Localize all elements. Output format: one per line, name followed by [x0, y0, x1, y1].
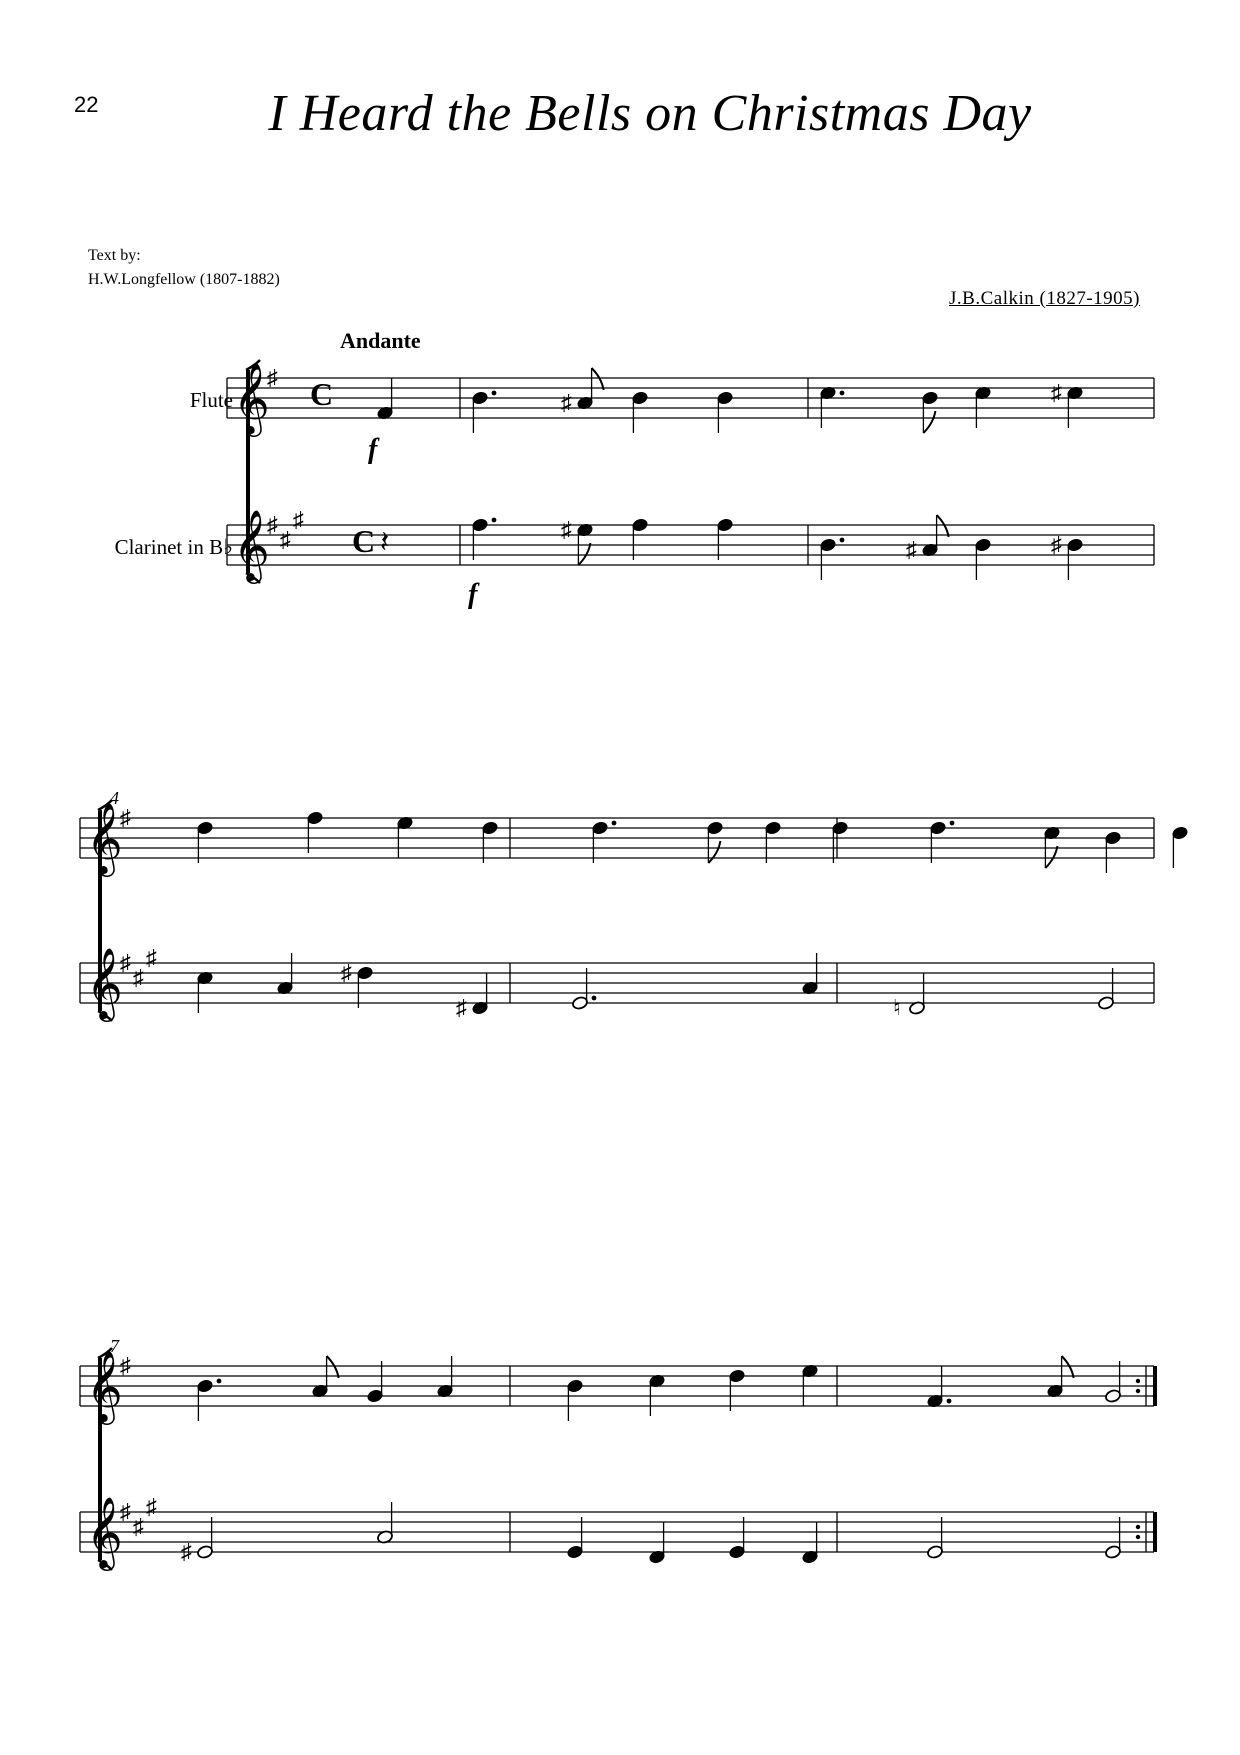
staff-clarinet	[80, 945, 1154, 1022]
augmentation-dot	[612, 821, 617, 826]
augmentation-dot	[592, 996, 597, 1001]
treble-clef-icon: 𝄞	[86, 950, 123, 1018]
treble-clef-icon: 𝄞	[86, 1353, 123, 1421]
eighth-flag	[592, 368, 604, 390]
key-sharp-icon: ♯	[133, 1514, 144, 1539]
eighth-flag	[937, 515, 949, 537]
system-3	[80, 1336, 1155, 1570]
sharp-accidental-icon: ♯	[1051, 380, 1062, 405]
repeat-dot	[1136, 1535, 1140, 1539]
sharp-accidental-icon: ♯	[561, 517, 572, 542]
tempo-marking: Andante	[340, 328, 421, 353]
key-sharp-icon: ♯	[280, 527, 291, 552]
repeat-dot	[1136, 1379, 1140, 1383]
dynamic-forte-clarinet: f	[468, 579, 478, 610]
sharp-accidental-icon: ♯	[181, 1539, 192, 1564]
sharp-accidental-icon: ♯	[456, 995, 467, 1020]
key-sharp-icon: ♯	[133, 965, 144, 990]
augmentation-dot	[950, 821, 955, 826]
staff-clarinet	[227, 507, 1154, 584]
sharp-accidental-icon: ♯	[906, 537, 917, 562]
eighth-flag	[1062, 1356, 1074, 1378]
augmentation-dot	[840, 391, 845, 396]
augmentation-dot	[947, 1399, 952, 1404]
augmentation-dot	[492, 518, 497, 523]
sharp-accidental-icon: ♯	[341, 960, 352, 985]
repeat-dot	[1136, 1389, 1140, 1393]
key-sharp-icon: ♯	[267, 365, 278, 390]
instrument-label-flute: Flute	[189, 388, 233, 412]
page-title: I Heard the Bells on Christmas Day	[268, 85, 1032, 142]
composer-credit: J.B.Calkin (1827-1905)	[949, 288, 1140, 309]
treble-clef-icon: 𝄞	[86, 1499, 123, 1567]
staff-flute	[227, 363, 1154, 437]
staff-flute	[80, 1351, 1154, 1425]
augmentation-dot	[217, 1379, 222, 1384]
sharp-accidental-icon: ♯	[561, 390, 572, 415]
augmentation-dot	[492, 391, 497, 396]
key-sharp-icon: ♯	[120, 805, 131, 830]
staff-flute	[80, 803, 1189, 877]
lyricist-name: H.W.Longfellow (1807-1882)	[88, 271, 280, 288]
lyricist-label: Text by:	[88, 247, 141, 264]
key-sharp-icon: ♯	[293, 507, 304, 532]
staff-clarinet	[80, 1494, 1154, 1571]
eighth-flag	[923, 411, 935, 433]
repeat-dot	[1136, 1525, 1140, 1529]
treble-clef-icon: 𝄞	[86, 805, 123, 873]
eighth-flag	[327, 1356, 339, 1378]
page-number: 22	[74, 92, 99, 117]
key-sharp-icon: ♯	[146, 945, 157, 970]
sharp-accidental-icon: ♯	[1051, 532, 1062, 557]
key-sharp-icon: ♯	[120, 1353, 131, 1378]
time-signature-common: C	[310, 376, 334, 412]
key-sharp-icon: ♯	[120, 1499, 131, 1524]
quarter-rest-icon: 𝄽	[380, 526, 390, 559]
treble-clef-icon: 𝄞	[233, 365, 270, 433]
eighth-flag	[708, 841, 720, 863]
eighth-flag	[1045, 846, 1057, 868]
key-sharp-icon: ♯	[267, 512, 278, 537]
key-sharp-icon: ♯	[146, 1494, 157, 1519]
key-sharp-icon: ♯	[120, 950, 131, 975]
eighth-flag	[578, 543, 590, 565]
dynamic-forte-flute: f	[368, 434, 378, 465]
natural-accidental-icon: ♮	[893, 995, 901, 1020]
instrument-label-clarinet: Clarinet in B♭	[114, 535, 233, 559]
system-2	[80, 788, 1154, 1021]
measure-number: 4	[110, 788, 119, 808]
augmentation-dot	[840, 538, 845, 543]
treble-clef-icon: 𝄞	[233, 512, 270, 580]
time-signature-common: C	[352, 523, 376, 559]
measure-number: 7	[110, 1336, 119, 1356]
